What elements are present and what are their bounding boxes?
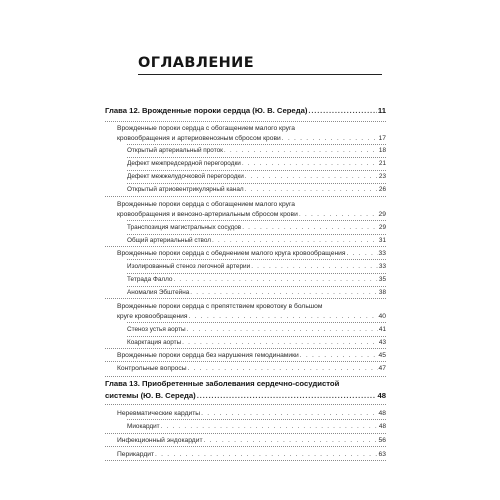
page-number: 31 [378,237,386,244]
page-number: 35 [378,276,386,283]
entry-title: Перикардит [117,451,155,458]
entry-separator [127,170,386,171]
dot-leader [189,312,378,322]
toc-entry[interactable] [117,312,386,322]
entry-separator [105,361,386,362]
toc-chapter-13[interactable] [105,391,386,401]
toc-entry[interactable] [117,210,386,220]
dot-leader [308,106,376,116]
dot-leader [299,210,378,220]
entry-title: Контрольные вопросы [117,365,187,372]
entry-separator [105,348,386,349]
entry-separator [127,322,386,323]
page-number: 47 [378,365,386,372]
page-number: 63 [378,451,386,458]
toc-entry[interactable] [117,409,386,419]
entry-separator [127,234,386,235]
dot-leader [182,338,378,348]
dot-leader [190,288,378,298]
toc-chapter-13-line1[interactable]: Глава 13. Приобретенные заболевания сердечно-сосудистой [105,379,340,388]
dot-leader [245,185,378,195]
dot-leader [187,325,378,335]
entry-separator [127,419,386,420]
toc-entry[interactable] [117,134,386,144]
entry-separator [127,336,386,337]
toc-entry[interactable] [117,436,386,446]
toc-subentry[interactable] [127,422,386,432]
dot-leader [224,146,378,156]
page-number: 23 [378,173,386,180]
entry-separator [105,121,386,122]
toc-subentry[interactable] [127,236,386,246]
dot-leader [161,422,378,432]
dot-leader [212,236,378,246]
toc-subentry[interactable] [127,172,386,182]
page-number: 33 [378,250,386,257]
toc-subentry[interactable] [127,159,386,169]
toc-entry[interactable] [117,351,386,361]
page-number: 41 [378,326,386,333]
dot-leader [242,223,378,233]
page-number: 18 [378,147,386,154]
toc-subentry[interactable] [127,146,386,156]
chapter-title: системы (Ю. В. Середа) [105,391,196,400]
entry-separator [127,220,386,221]
page-number: 40 [378,313,386,320]
entry-title: Открытый атриовентрикулярный канал [127,186,244,193]
entry-title: кровообращения и венозно-артериальным сбросом крови [117,211,298,218]
entry-separator [105,404,386,405]
page-number: 48 [377,391,386,400]
entry-title: Тетрада Фалло [127,276,173,283]
page-number: 38 [378,289,386,296]
entry-title: Дефект межжелудочковой перегородки [127,173,244,180]
toc-subentry[interactable] [127,325,386,335]
page-number: 45 [378,352,386,359]
dot-leader [282,134,378,144]
toc-subentry[interactable] [127,223,386,233]
page-number: 17 [378,135,386,142]
entry-title: Неревматические кардиты [117,410,201,417]
entry-separator [127,144,386,145]
toc-entry[interactable] [117,364,386,374]
page-number: 48 [378,410,386,417]
dot-leader [300,351,378,361]
entry-separator [105,196,386,197]
dot-leader [173,275,377,285]
entry-title: Аномалия Эбштейна [127,289,190,296]
entry-separator [127,183,386,184]
toc-subentry[interactable] [127,275,386,285]
dot-leader [245,172,378,182]
entry-title: Общий артериальный ствол [127,237,211,244]
page-number: 56 [378,437,386,444]
dot-leader [197,391,377,401]
page-number: 29 [378,211,386,218]
entry-separator [105,446,386,447]
entry-separator [127,157,386,158]
page-number: 29 [378,224,386,231]
entry-title: Дефект межпредсердной перегородки [127,160,241,167]
entry-title: Врожденные пороки сердца без нарушения гемодинамики [117,352,299,359]
toc-entry-line1[interactable]: Врожденные пороки сердца с препятствием кровотоку в большом [117,303,323,310]
toc-chapter-12[interactable] [105,106,386,116]
dot-leader [201,409,377,419]
entry-title: Миокардит [127,423,160,430]
entry-title: Стеноз устья аорты [127,326,186,333]
entry-title: Врожденные пороки сердца с обеднением малого круга кровообращения [117,250,346,257]
entry-title: кровообращения и артериовенозным сбросом крови [117,135,281,142]
entry-separator [105,460,386,461]
toc-subentry[interactable] [127,185,386,195]
entry-title: круге кровообращения [117,313,188,320]
toc-entry-line1[interactable]: Врожденные пороки сердца с обогащением малого круга [117,125,295,132]
entry-separator [105,246,386,247]
page-number: 43 [378,339,386,346]
toc-subentry[interactable] [127,262,386,272]
toc-subentry[interactable] [127,288,386,298]
dot-leader [188,364,378,374]
dot-leader [347,249,378,259]
toc-entry[interactable] [117,450,386,460]
entry-title: Изолированный стеноз легочной артерии [127,263,251,270]
entry-separator [105,433,386,434]
toc-entry[interactable] [117,249,386,259]
chapter-title: Глава 12. Врожденные пороки сердца (Ю. В. Середа) [105,106,308,115]
page-number: 21 [378,160,386,167]
dot-leader [155,450,378,460]
entry-title: Коарктация аорты [127,339,182,346]
entry-separator [127,259,386,260]
page-number: 48 [378,423,386,430]
page-number: 26 [378,186,386,193]
page-number: 11 [377,106,386,115]
entry-separator [105,298,386,299]
toc-entry-line1[interactable]: Врожденные пороки сердца с обогащением малого круга [117,201,295,208]
dot-leader [251,262,378,272]
dot-leader [242,159,378,169]
dot-leader [204,436,378,446]
page-title: ОГЛАВЛЕНИЕ [138,55,255,71]
entry-separator [105,376,386,377]
title-underline [138,74,382,75]
entry-separator [127,273,386,274]
entry-title: Открытый артериальный проток [127,147,223,154]
page-number: 33 [378,263,386,270]
entry-title: Транспозиция магистральных сосудов [127,224,242,231]
entry-separator [127,286,386,287]
toc-subentry[interactable] [127,338,386,348]
entry-title: Инфекционный эндокардит [117,437,203,444]
